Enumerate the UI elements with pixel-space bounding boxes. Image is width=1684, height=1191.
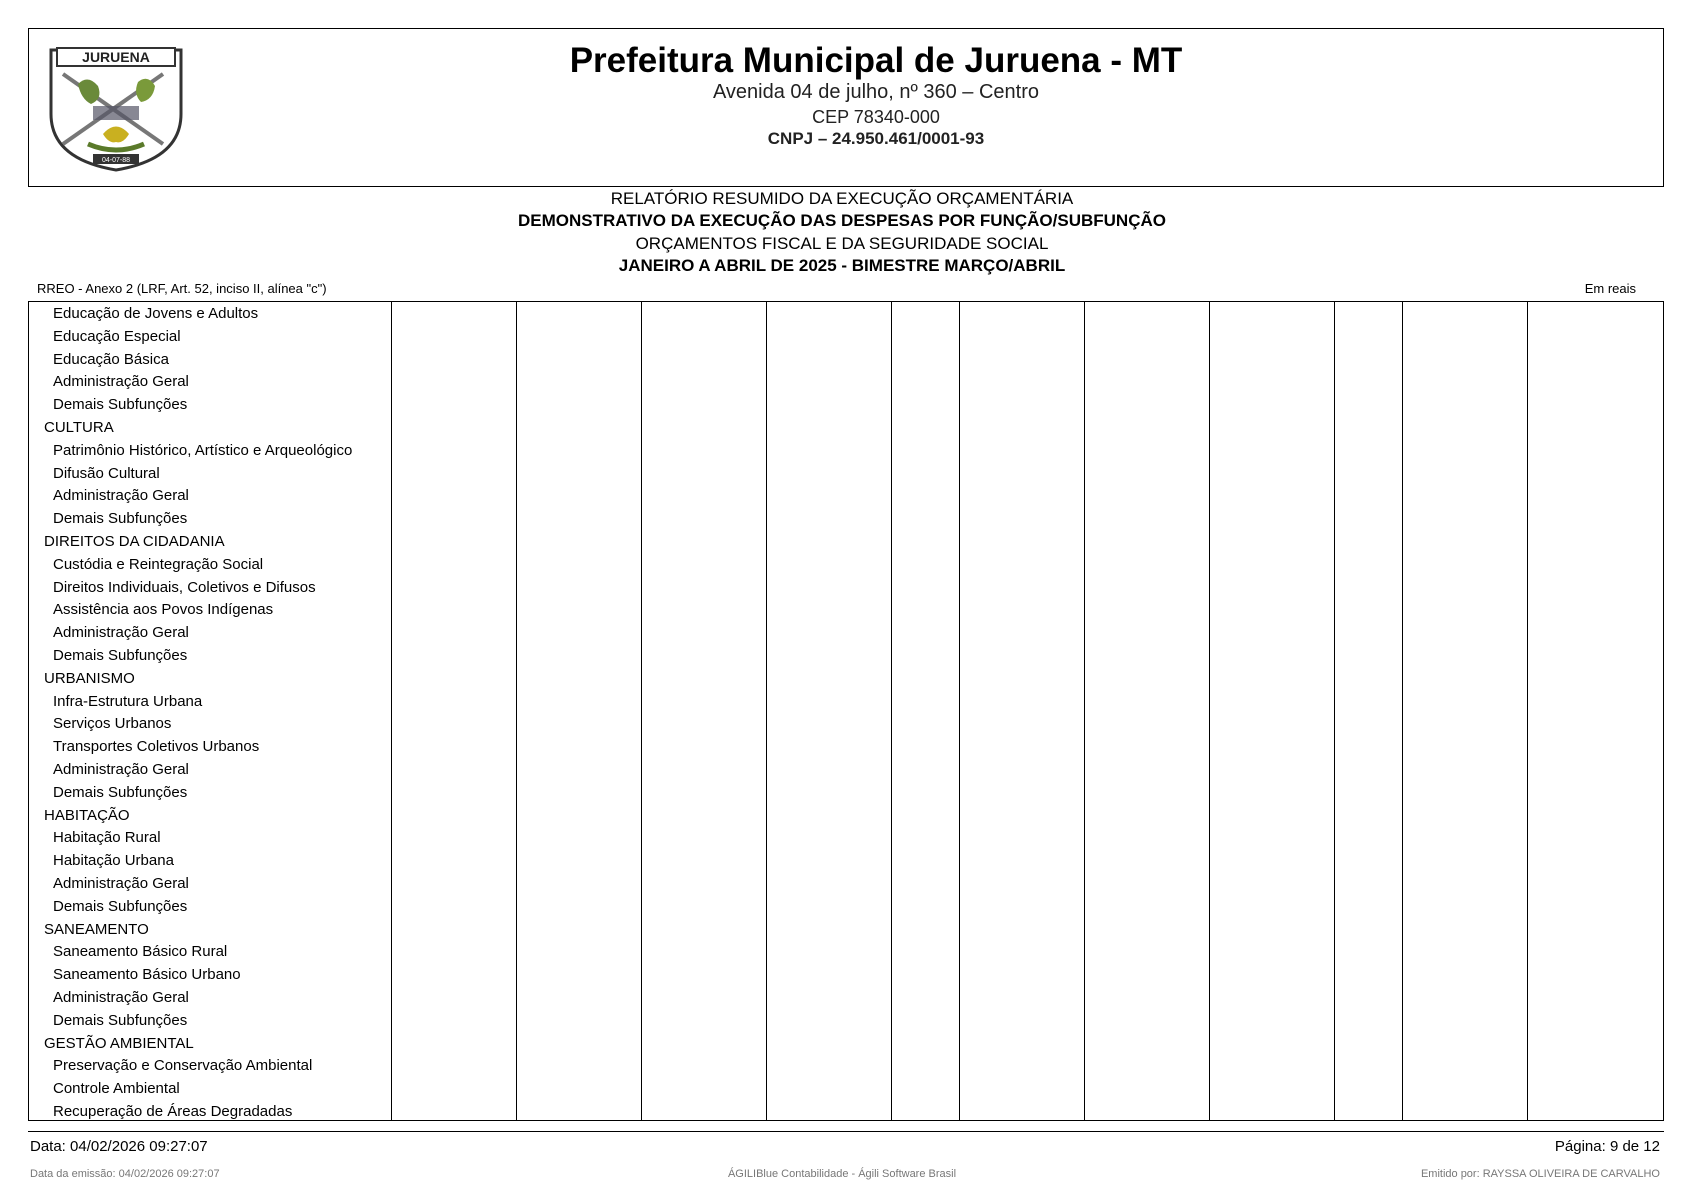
subfunction-row: Demais Subfunções [53, 783, 188, 801]
logo-date: 04-07-88 [101, 157, 131, 164]
column-divider [1527, 302, 1528, 1120]
column-divider [1402, 302, 1403, 1120]
subfunction-row: Demais Subfunções [53, 1011, 188, 1029]
subfunction-row: Patrimônio Histórico, Artístico e Arqueológico [53, 441, 353, 459]
report-title-2: DEMONSTRATIVO DA EXECUÇÃO DAS DESPESAS POR FUNÇÃO/SUBFUNÇÃO [518, 211, 1166, 230]
column-divider [391, 302, 392, 1120]
expenses-table [28, 301, 1664, 1121]
subfunction-row: Demais Subfunções [53, 897, 188, 915]
column-divider [1209, 302, 1210, 1120]
org-address: Avenida 04 de julho, nº 360 – Centro [712, 81, 1040, 103]
column-divider [1084, 302, 1085, 1120]
footer-software: ÁGILIBlue Contabilidade - Ágili Software Brasil [727, 1168, 957, 1180]
subfunction-row: Saneamento Básico Urbano [53, 966, 241, 984]
subfunction-row: Educação de Jovens e Adultos [53, 305, 259, 322]
function-row: HABITAÇÃO [44, 806, 130, 824]
subfunction-row: Habitação Urbana [53, 852, 174, 870]
subfunction-row: Infra-Estrutura Urbana [53, 692, 203, 710]
subfunction-row: Transportes Coletivos Urbanos [53, 738, 260, 756]
org-cnpj: CNPJ – 24.950.461/0001-93 [767, 129, 985, 148]
footer-divider [28, 1131, 1664, 1132]
function-row: DIREITOS DA CIDADANIA [44, 532, 225, 550]
subfunction-row: Difusão Cultural [53, 464, 160, 482]
org-title: Prefeitura Municipal de Juruena - MT [569, 41, 1183, 80]
report-period: JANEIRO A ABRIL DE 2025 - BIMESTRE MARÇO/ABRIL [618, 256, 1066, 275]
footer-date: Data: 04/02/2026 09:27:07 [30, 1138, 208, 1155]
column-divider [641, 302, 642, 1120]
column-divider [1334, 302, 1335, 1120]
footer-emission-date: Data da emissão: 04/02/2026 09:27:07 [30, 1168, 220, 1180]
subfunction-row: Controle Ambiental [53, 1080, 180, 1098]
function-row: GESTÃO AMBIENTAL [44, 1034, 194, 1052]
subfunction-row: Recuperação de Áreas Degradadas [53, 1102, 293, 1120]
function-rows [29, 303, 389, 1124]
function-row: URBANISMO [44, 669, 135, 687]
column-divider [959, 302, 960, 1120]
subfunction-row: Custódia e Reintegração Social [53, 555, 264, 573]
subfunction-row: Demais Subfunções [53, 510, 188, 528]
subfunction-row: Administração Geral [53, 373, 189, 391]
subfunction-row: Demais Subfunções [53, 396, 188, 414]
subfunction-row: Administração Geral [53, 487, 189, 505]
report-title-3: ORÇAMENTOS FISCAL E DA SEGURIDADE SOCIAL [635, 234, 1049, 253]
annex-reference: RREO - Anexo 2 (LRF, Art. 52, inciso II, alínea "c") [37, 281, 327, 296]
subfunction-row: Serviços Urbanos [53, 715, 172, 733]
subfunction-row: Preservação e Conservação Ambiental [53, 1057, 313, 1075]
subfunction-row: Assistência aos Povos Indígenas [53, 601, 274, 619]
column-divider [891, 302, 892, 1120]
subfunction-row: Educação Especial [53, 327, 181, 345]
column-divider [516, 302, 517, 1120]
org-cep: CEP 78340-000 [812, 107, 940, 127]
subfunction-row: Habitação Rural [53, 829, 161, 847]
subfunction-row: Demais Subfunções [53, 646, 188, 664]
logo-text: JURUENA [82, 49, 150, 65]
footer-issued-by: Emitido por: RAYSSA OLIVEIRA DE CARVALHO [1420, 1168, 1660, 1180]
header-box [28, 28, 1664, 187]
subfunction-row: Saneamento Básico Rural [53, 943, 228, 961]
report-title-1: RELATÓRIO RESUMIDO DA EXECUÇÃO ORÇAMENTÁRIA [610, 189, 1074, 208]
function-row: SANEAMENTO [44, 920, 149, 938]
column-divider [766, 302, 767, 1120]
subfunction-row: Administração Geral [53, 988, 189, 1006]
subfunction-row: Administração Geral [53, 760, 189, 778]
function-row: CULTURA [44, 418, 114, 436]
subfunction-row: Administração Geral [53, 624, 189, 642]
footer-page-number: Página: 9 de 12 [1554, 1138, 1660, 1155]
subfunction-row: Direitos Individuais, Coletivos e Difusos [53, 578, 316, 596]
subfunction-row: Administração Geral [53, 874, 189, 892]
subfunction-row: Educação Básica [53, 350, 169, 368]
currency-unit: Em reais [1584, 281, 1636, 296]
